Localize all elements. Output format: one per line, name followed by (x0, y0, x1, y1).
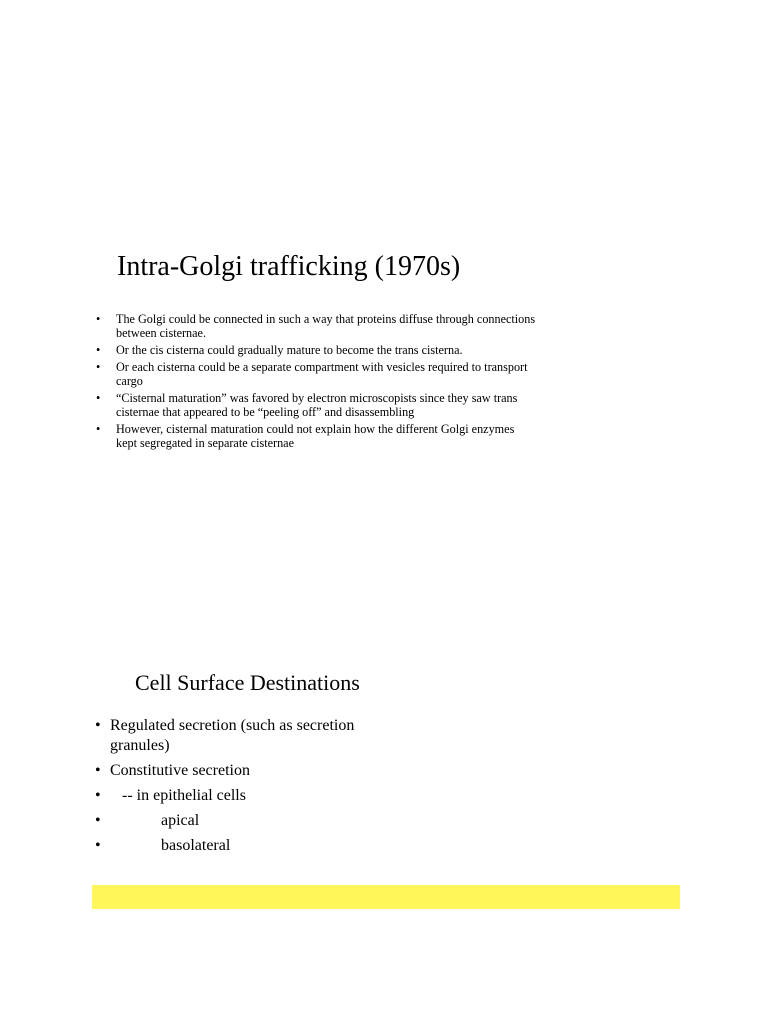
bullet-text: apical (161, 812, 200, 829)
list-item (95, 811, 415, 831)
list-item (96, 391, 536, 419)
bullet-icon: • (95, 717, 101, 734)
bullet-icon: • (95, 812, 101, 829)
bullet-icon: • (96, 312, 101, 326)
list-item (95, 761, 415, 781)
bullet-icon: • (96, 343, 101, 357)
bullet-text: Or each cisterna could be a separate compartment with vesicles required to transport cargo (116, 360, 528, 388)
list-item (96, 343, 536, 357)
list-item (96, 360, 536, 388)
highlight-bar (92, 885, 680, 909)
list-item (95, 836, 415, 856)
bullet-icon: • (96, 391, 101, 405)
list-item (96, 312, 536, 340)
bullet-text: basolateral (161, 837, 231, 854)
bullet-text: However, cisternal maturation could not explain how the different Golgi enzymes kept segregated in separate cisternae (116, 422, 515, 450)
bullet-list (96, 312, 536, 453)
bullet-list (95, 716, 415, 861)
list-item (95, 786, 415, 806)
list-item (95, 716, 415, 756)
bullet-text: Constitutive secretion (110, 762, 250, 779)
bullet-icon: • (96, 360, 101, 374)
bullet-text: “Cisternal maturation” was favored by electron microscopists since they saw trans cisternae that appeared to be “peeling off” and disassembling (116, 391, 518, 419)
bullet-text: Regulated secretion (such as secretion granules) (110, 717, 355, 754)
slide-title: Intra-Golgi trafficking (1970s) (117, 251, 461, 282)
bullet-icon: • (95, 787, 101, 804)
bullet-icon: • (96, 422, 101, 436)
bullet-text: -- in epithelial cells (122, 787, 246, 804)
bullet-icon: • (95, 762, 101, 779)
list-item (96, 422, 536, 450)
bullet-icon: • (95, 837, 101, 854)
bullet-text: Or the cis cisterna could gradually mature to become the trans cisterna. (116, 343, 463, 357)
slide-title: Cell Surface Destinations (135, 670, 360, 695)
bullet-text: The Golgi could be connected in such a way that proteins diffuse through connections between cisternae. (116, 312, 536, 340)
